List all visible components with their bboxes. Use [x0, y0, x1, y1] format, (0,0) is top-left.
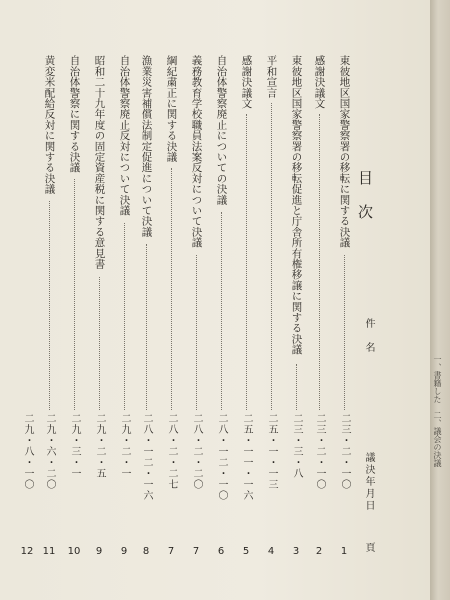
leader-dots	[146, 244, 148, 410]
toc-entry-date: 二八・一二・一六	[141, 413, 152, 501]
toc-entry-date: 二八・一二・一〇	[216, 413, 227, 501]
toc-entry-page: 9	[95, 546, 103, 557]
toc-entry-title: 義務教育学校職員法案反対について決議	[190, 55, 203, 248]
toc-entry-page: 9	[120, 546, 128, 557]
toc-entry-date: 二九・六・二〇	[44, 413, 55, 490]
toc-entry-title: 昭和二十九年度の固定資産税に関する意見書	[93, 55, 106, 269]
toc-entry-date: 二八・二・二七	[166, 413, 177, 490]
toc-entry-title: 感謝決議文	[313, 55, 326, 109]
column-heading-date: 議決年月日	[363, 452, 374, 512]
toc-entry-title: 黄変米配給反対に関する決議	[43, 55, 56, 195]
leader-dots	[74, 179, 76, 410]
toc-entry-page: 6	[217, 546, 225, 557]
toc-entry-title: 東彼地区国家警察署の移転促進と庁舎所有権移譲に関する決議	[290, 55, 303, 355]
toc-entry-date: 二九・三・一	[69, 413, 80, 479]
toc-entry-date: 二三・三・八	[291, 413, 302, 479]
toc-entry-page: 12	[20, 546, 34, 557]
leader-dots	[221, 212, 223, 410]
toc-entry-date: 二九・八・一〇	[22, 413, 33, 490]
toc-entry-page: 4	[267, 546, 275, 557]
toc-entry-title: 感謝決議文	[240, 55, 253, 109]
toc-entry-date: 二八・二・二〇	[191, 413, 202, 490]
leader-dots	[296, 364, 298, 410]
leader-dots	[99, 277, 101, 410]
toc-entry-date: 二三・二・一〇	[314, 413, 325, 490]
toc-entry-page: 11	[42, 546, 56, 557]
toc-entry-title: 自治体警察廃止についての決議	[215, 55, 228, 205]
facing-page-text: 一、書籍した 二、議会の決議	[433, 355, 442, 467]
toc-entry-date: 二五・一・一三	[266, 413, 277, 490]
facing-page-edge	[430, 0, 450, 600]
leader-dots	[319, 114, 321, 411]
toc-entry-page: 5	[242, 546, 250, 557]
column-heading-page: 頁	[363, 542, 374, 554]
toc-entry-title: 平和宣言	[265, 55, 278, 98]
toc-entry-date: 二九・二・五	[94, 413, 105, 479]
toc-entry-page: 8	[142, 546, 150, 557]
toc-entry-page: 3	[292, 546, 300, 557]
leader-dots	[171, 168, 173, 410]
leader-dots	[196, 255, 198, 410]
toc-entry-page: 7	[167, 546, 175, 557]
toc-entry-title: 漁業災害補償法制定促進について決議	[140, 55, 153, 237]
leader-dots	[246, 114, 248, 411]
leader-dots	[344, 255, 346, 410]
toc-entry-page: 10	[67, 546, 81, 557]
toc-entry-date: 二五・一一・一六	[241, 413, 252, 501]
toc-title: 目 次	[356, 170, 374, 221]
leader-dots	[124, 223, 126, 411]
toc-entry-page: 2	[315, 546, 323, 557]
toc-entry-title: 東彼地区国家警察署の移転に関する決議	[338, 55, 351, 248]
toc-entry-date: 二九・二・一	[119, 413, 130, 479]
toc-entry-title: 自治体警察に関する決議	[68, 55, 81, 173]
toc-entry-page: 7	[192, 546, 200, 557]
leader-dots	[49, 201, 51, 410]
toc-entry-date: 二三・二・一〇	[339, 413, 350, 490]
column-heading-subject: 件 名	[363, 318, 374, 354]
toc-entry-page: 1	[340, 546, 348, 557]
toc-entry-title: 綱紀粛正に関する決議	[165, 55, 178, 162]
leader-dots	[271, 103, 273, 410]
toc-entry-title: 自治体警察廃止反対について決議	[118, 55, 131, 216]
